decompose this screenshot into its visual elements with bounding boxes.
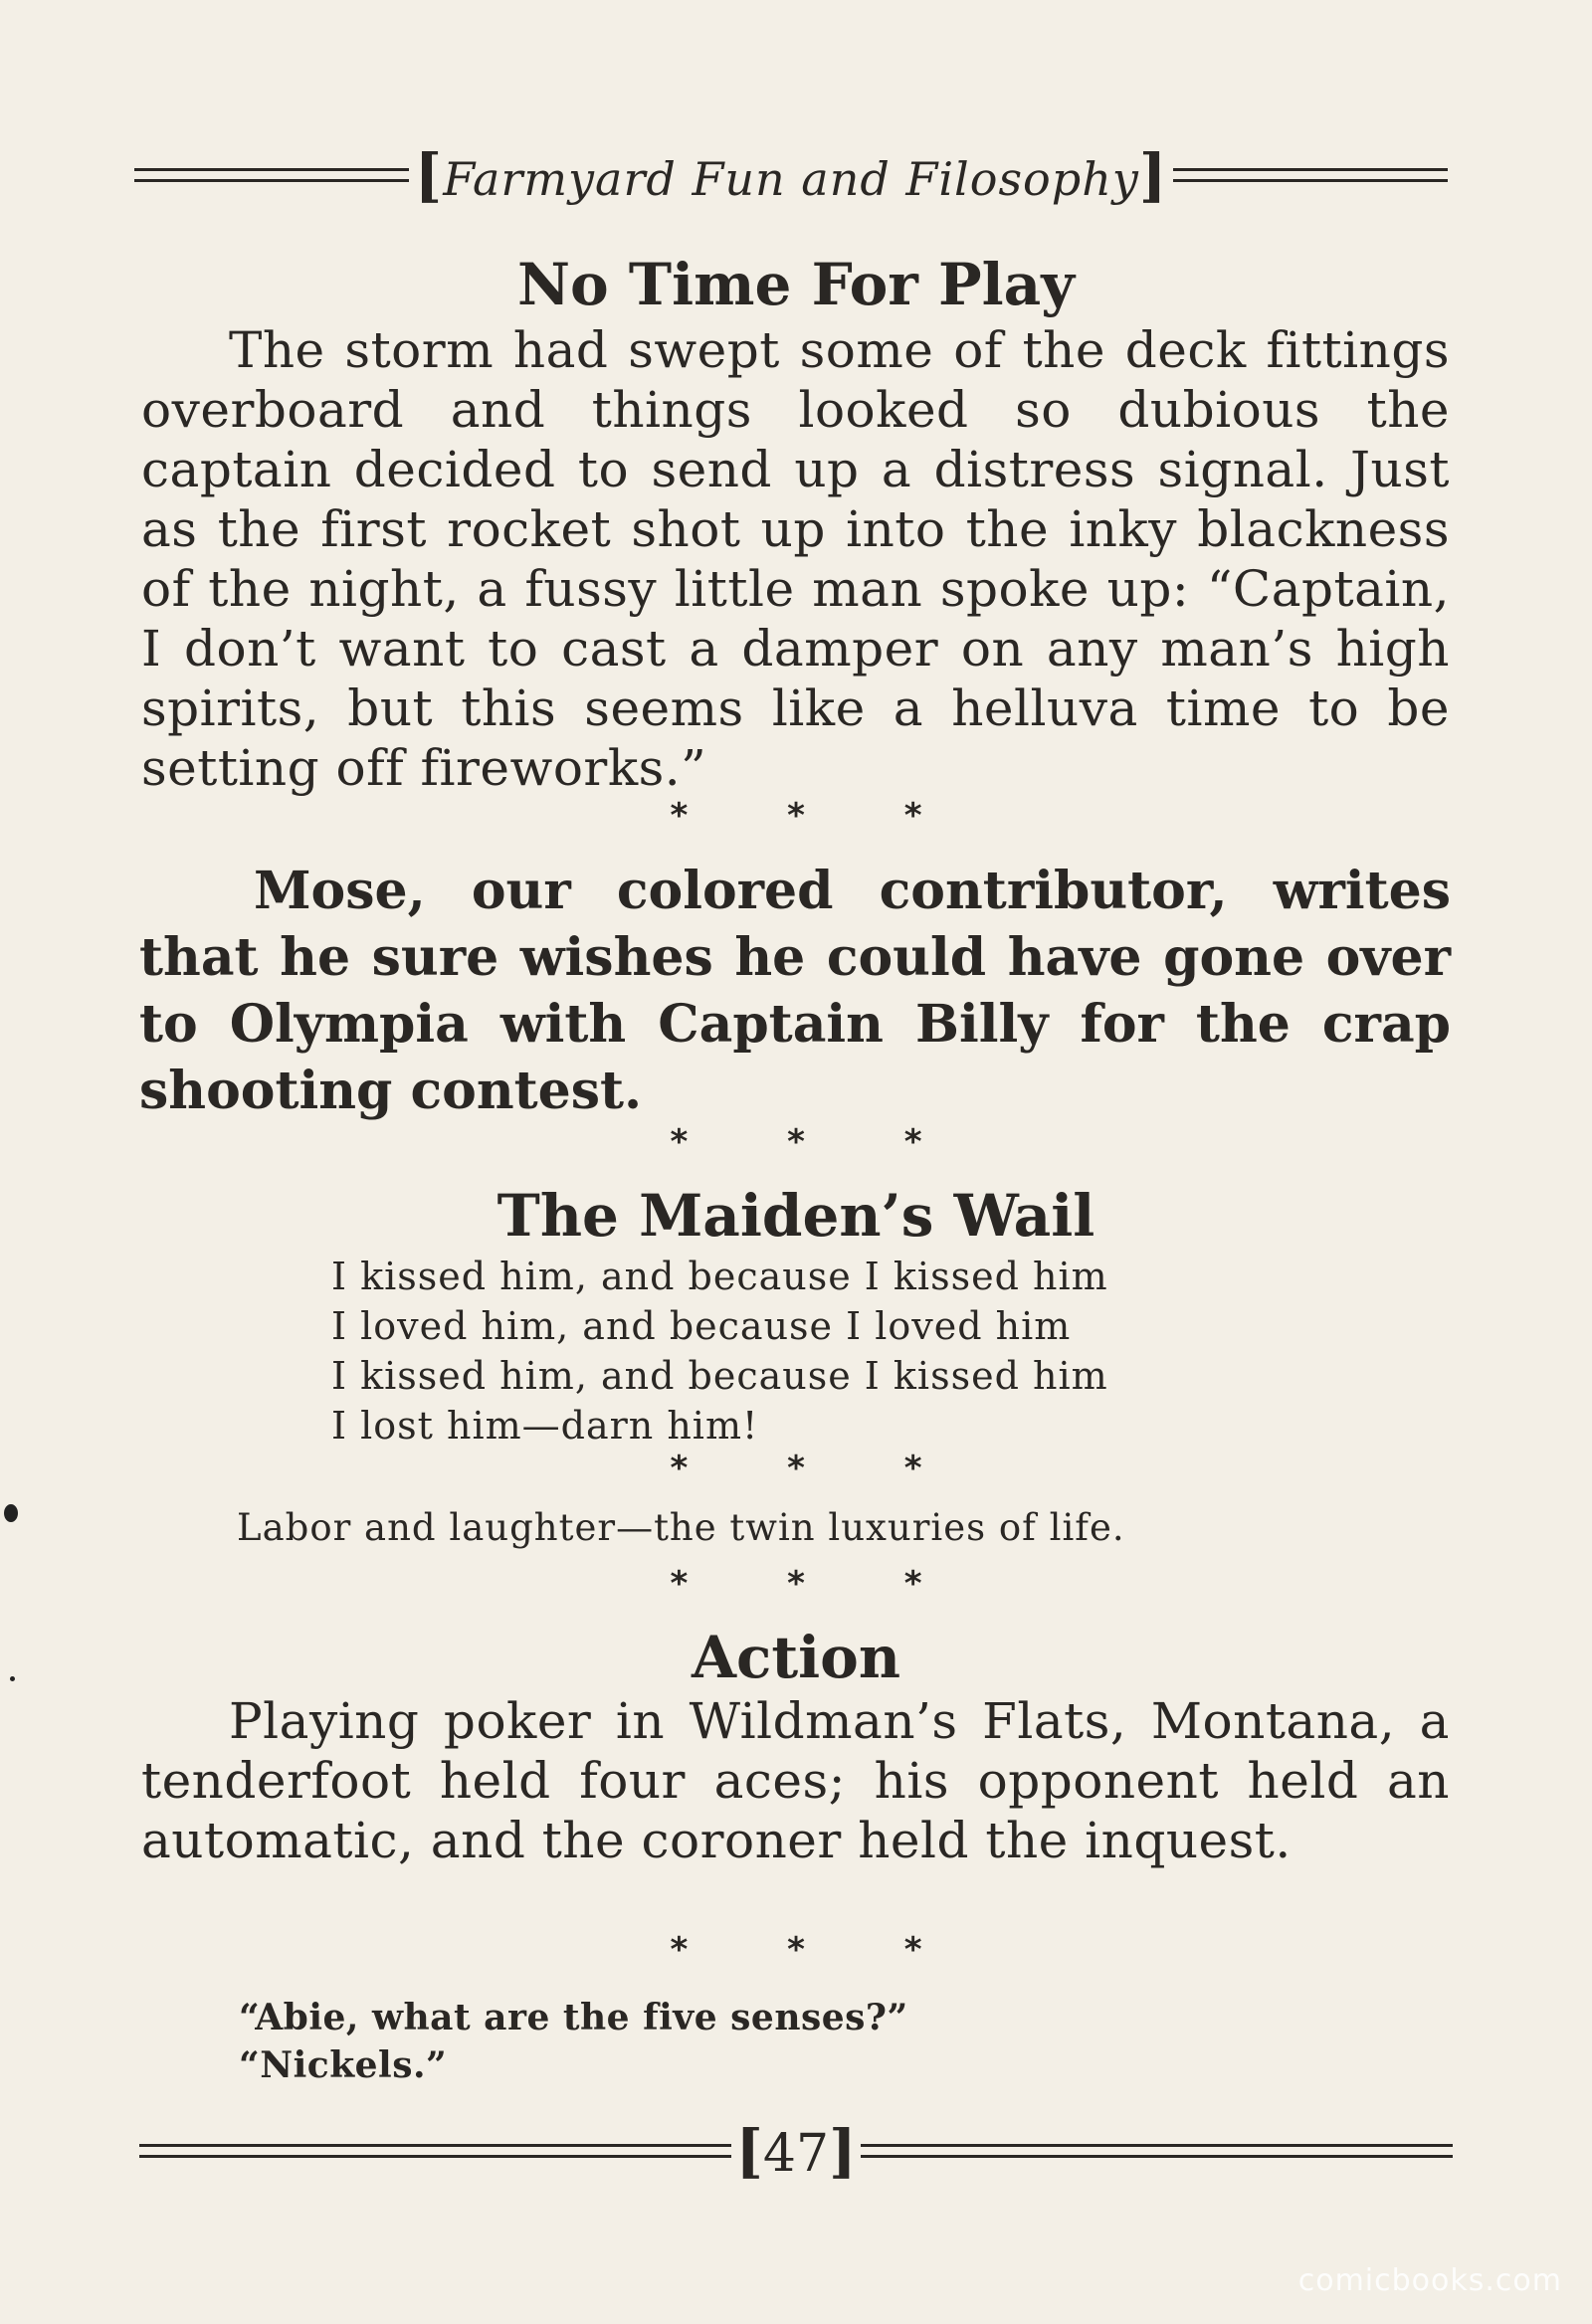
- separator: * * *: [670, 1930, 966, 1970]
- dialogue: [239, 1994, 908, 2089]
- dialogue-question: “Abie, what are the five senses?”: [239, 1997, 908, 2038]
- page-number: 47: [762, 2124, 830, 2184]
- ink-speck: [10, 1676, 15, 1681]
- poem-line: I kissed him, and because I kissed him: [331, 1255, 1108, 1298]
- notice-paragraph: Mose, our colored contributor, writes that he sure wishes he could have gone over to Olympia with Captain Billy for the crap shooting contest.: [139, 861, 1451, 1121]
- watermark: comicbooks.com: [1297, 2263, 1562, 2298]
- header-rule-left: [134, 168, 409, 182]
- running-title: Farmyard Fun and Filosophy: [443, 152, 1139, 206]
- running-header: [Farmyard Fun and Filosophy]: [134, 141, 1448, 209]
- action-title: Action: [692, 1624, 900, 1691]
- poem-title: The Maiden’s Wail: [497, 1182, 1095, 1250]
- separator: * * *: [670, 796, 966, 836]
- footer-rule-left: [139, 2144, 731, 2158]
- header-rule-right: [1173, 168, 1448, 182]
- poem-line: I kissed him, and because I kissed him: [331, 1354, 1108, 1398]
- separator: * * *: [670, 1449, 966, 1488]
- dialogue-answer: “Nickels.”: [239, 2044, 448, 2086]
- ink-speck: [4, 1504, 18, 1522]
- story-title: No Time For Play: [517, 251, 1075, 318]
- page-footer: [47]: [139, 2117, 1453, 2185]
- story-body: The storm had swept some of the deck fittings overboard and things looked so dubious the captain decided to send up a distress signal. Just as the first rocket shot up into the inky blackness of the night, a fussy little man spoke up: “Captain, I don’t want to cast a damper on any man’s high spirits, but this seems like a helluva time to be setting off fireworks.”: [141, 321, 1450, 797]
- separator: * * *: [670, 1564, 966, 1604]
- footer-rule-right: [861, 2144, 1453, 2158]
- maxim-line: Labor and laughter—the twin luxuries of life.: [237, 1506, 1125, 1549]
- poem-line: I loved him, and because I loved him: [331, 1304, 1072, 1348]
- action-body: Playing poker in Wildman’s Flats, Montana, a tenderfoot held four aces; his opponent held an automatic, and the coroner held the inquest.: [141, 1692, 1450, 1869]
- poem-line: I lost him—darn him!: [331, 1404, 759, 1448]
- poem-verse: [331, 1252, 1108, 1451]
- separator: * * *: [670, 1122, 966, 1162]
